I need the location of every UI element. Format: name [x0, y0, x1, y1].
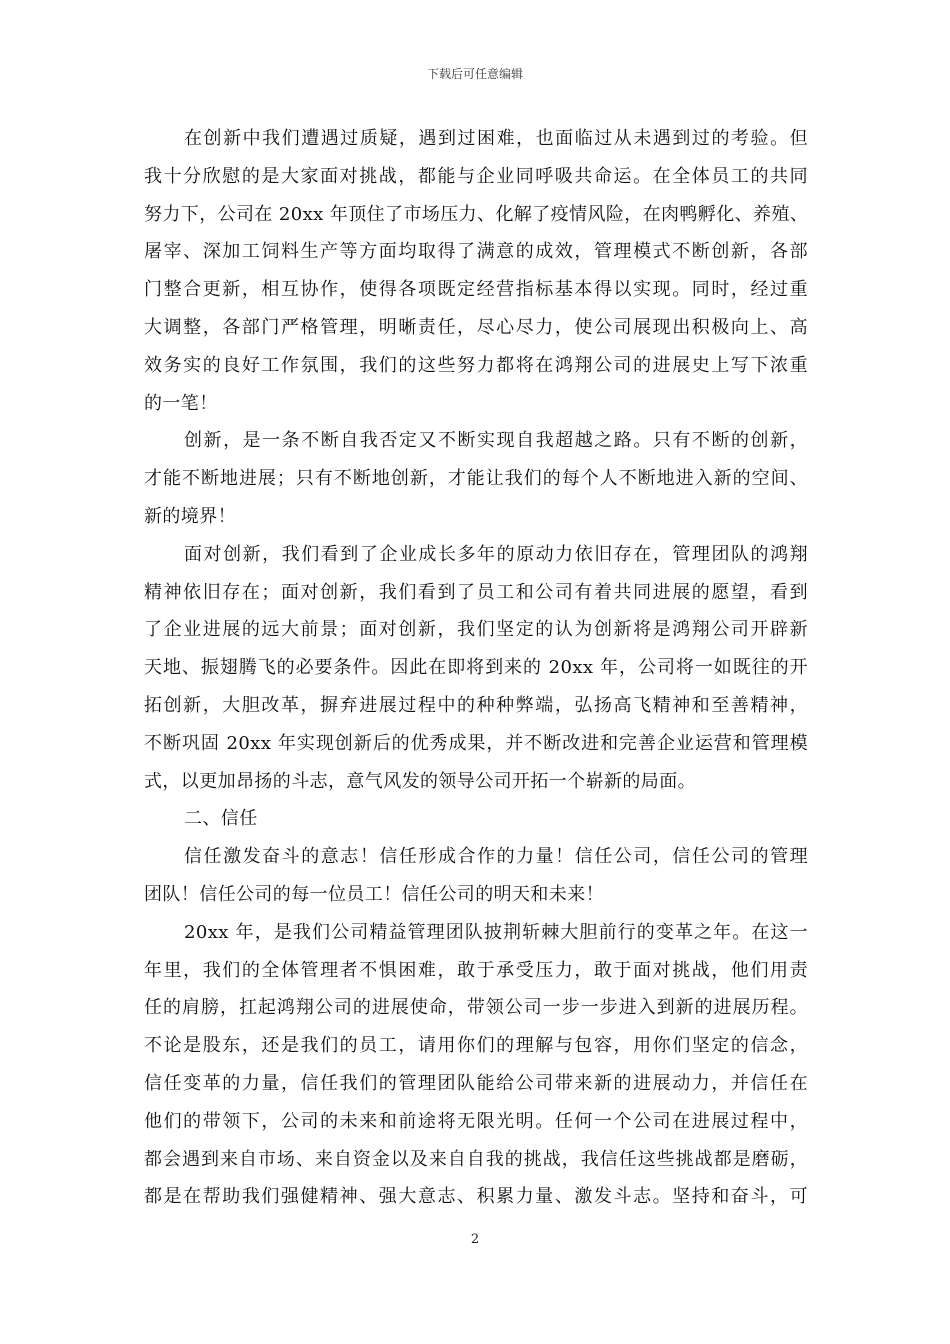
text-line: 屠宰、深加工饲料生产等方面均取得了满意的成效，管理模式不断创新，各部 [144, 241, 808, 263]
text-line: 都是在帮助我们强健精神、强大意志、积累力量、激发斗志。坚持和奋斗，可 [144, 1186, 808, 1208]
text-line: 效务实的良好工作氛围，我们的这些努力都将在鸿翔公司的进展史上写下浓重 [144, 354, 808, 376]
text-line: 他们的带领下，公司的未来和前途将无限光明。任何一个公司在进展过程中， [144, 1110, 808, 1132]
text-line: 不断巩固 20xx 年实现创新后的优秀成果，并不断改进和完善企业运营和管理模 [144, 732, 808, 754]
page-header: 下载后可任意编辑 [426, 67, 523, 81]
text-line: 不论是股东，还是我们的员工，请用你们的理解与包容，用你们坚定的信念， [144, 1035, 808, 1057]
text-line: 二、信任 [184, 808, 258, 830]
text-line: 面对创新，我们看到了企业成长多年的原动力依旧存在，管理团队的鸿翔 [184, 543, 808, 565]
document-body [144, 120, 808, 1216]
text-line: 努力下，公司在 20xx 年顶住了市场压力、化解了疫情风险，在肉鸭孵化、养殖、 [144, 203, 808, 225]
text-line: 年里，我们的全体管理者不惧困难，敢于承受压力，敢于面对挑战，他们用责 [144, 959, 808, 981]
text-line: 了企业进展的远大前景；面对创新，我们坚定的认为创新将是鸿翔公司开辟新 [144, 619, 808, 641]
text-line: 任的肩膀，扛起鸿翔公司的进展使命，带领公司一步一步进入到新的进展历程。 [144, 997, 808, 1019]
text-line: 大调整，各部门严格管理，明晰责任，尽心尽力，使公司展现出积极向上、高 [144, 316, 808, 338]
text-line: 信任变革的力量，信任我们的管理团队能给公司带来新的进展动力，并信任在 [144, 1072, 808, 1094]
text-line: 拓创新，大胆改革，摒弃进展过程中的种种弊端，弘扬高飞精神和至善精神， [144, 694, 808, 716]
text-line: 精神依旧存在；面对创新，我们看到了员工和公司有着共同进展的愿望，看到 [144, 581, 808, 603]
text-line: 团队！信任公司的每一位员工！信任公司的明天和未来！ [144, 883, 604, 905]
text-line: 门整合更新，相互协作，使得各项既定经营指标基本得以实现。同时，经过重 [144, 279, 808, 301]
text-line: 新的境界！ [144, 505, 236, 527]
page-number: 2 [470, 1232, 480, 1247]
text-line: 在创新中我们遭遇过质疑，遇到过困难，也面临过从未遇到过的考验。但 [184, 128, 808, 149]
text-line: 天地、振翅腾飞的必要条件。因此在即将到来的 20xx 年，公司将一如既往的开 [144, 657, 808, 679]
text-line: 我十分欣慰的是大家面对挑战，都能与企业同呼吸共命运。在全体员工的共同 [144, 165, 808, 187]
text-line: 20xx 年，是我们公司精益管理团队披荆斩棘大胆前行的变革之年。在这一 [184, 921, 808, 943]
text-line: 创新，是一条不断自我否定又不断实现自我超越之路。只有不断的创新， [184, 430, 808, 452]
text-line: 都会遇到来自市场、来自资金以及来自自我的挑战，我信任这些挑战都是磨砺， [144, 1148, 808, 1170]
text-line: 式，以更加昂扬的斗志，意气风发的领导公司开拓一个崭新的局面。 [144, 770, 696, 792]
text-line: 信任激发奋斗的意志！信任形成合作的力量！信任公司，信任公司的管理 [184, 846, 808, 868]
text-line: 的一笔！ [144, 392, 218, 414]
text-line: 才能不断地进展；只有不断地创新，才能让我们的每个人不断地进入新的空间、 [144, 468, 808, 490]
